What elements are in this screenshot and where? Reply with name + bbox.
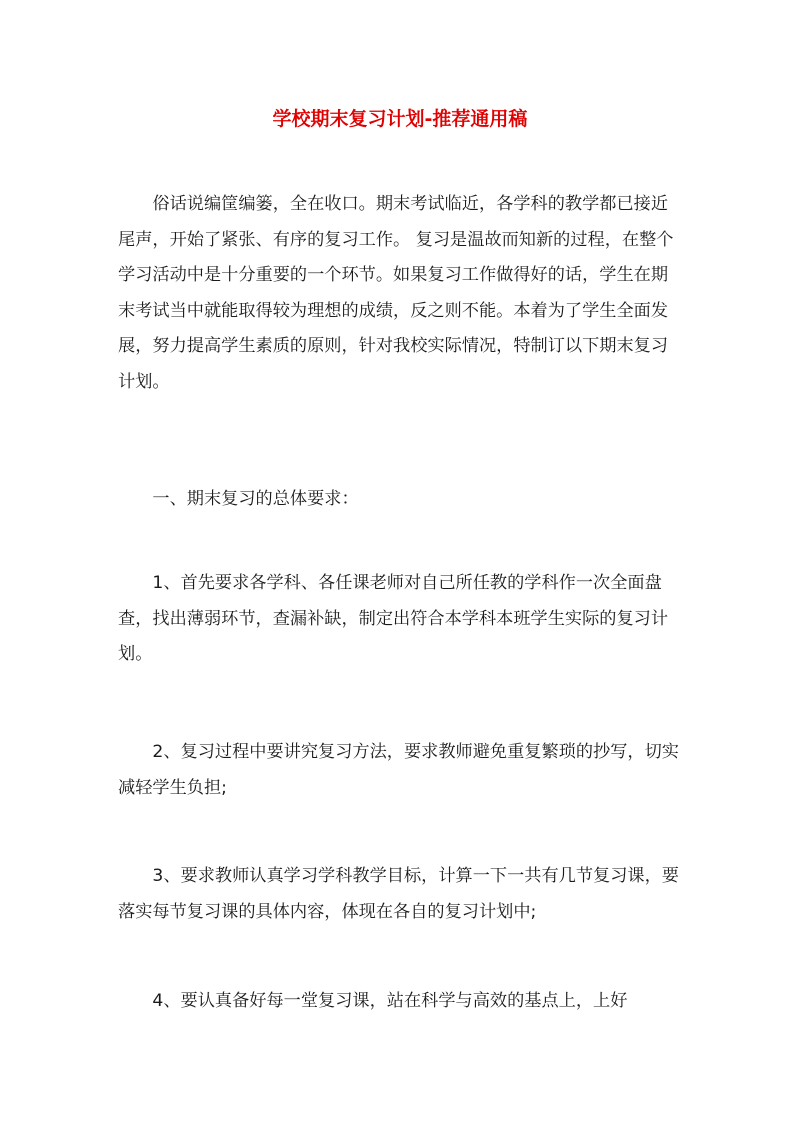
paragraph-item-3: 3、要求教师认真学习学科教学目标，计算一下一共有几节复习课，要落实每节复习课的具体内容，体现在各自的复习计划中; xyxy=(118,866,679,922)
paragraph-item-4: 4、要认真备好每一堂复习课，站在科学与高效的基点上，上好 xyxy=(152,991,628,1011)
document-title: 学校期末复习计划-推荐通用稿 xyxy=(272,108,528,130)
section-heading-general-requirements: 一、期末复习的总体要求： xyxy=(152,489,359,509)
paragraph-item-2: 2、复习过程中要讲究复习方法，要求教师避免重复繁琐的抄写，切实减轻学生负担; xyxy=(118,742,679,798)
paragraph-item-1: 1、首先要求各学科、各任课老师对自己所任教的学科作一次全面盘查，找出薄弱环节，查漏补缺，制定出符合本学科本班学生实际的复习计划。 xyxy=(118,573,669,665)
paragraph-intro: 俗话说编筐编篓，全在收口。期末考试临近，各学科的教学都已接近尾声，开始了紧张、有序的复习工作。 复习是温故而知新的过程，在整个学习活动中是十分重要的一个环节。如果复习工作做得好的话，学生在期末考试当中就能取得较为理想的成绩，反之则不能。本着为了学生全面发展，努力提高学生素质的原则，针对我校实际情况，特制订以下期末复习计划。 xyxy=(118,194,674,392)
